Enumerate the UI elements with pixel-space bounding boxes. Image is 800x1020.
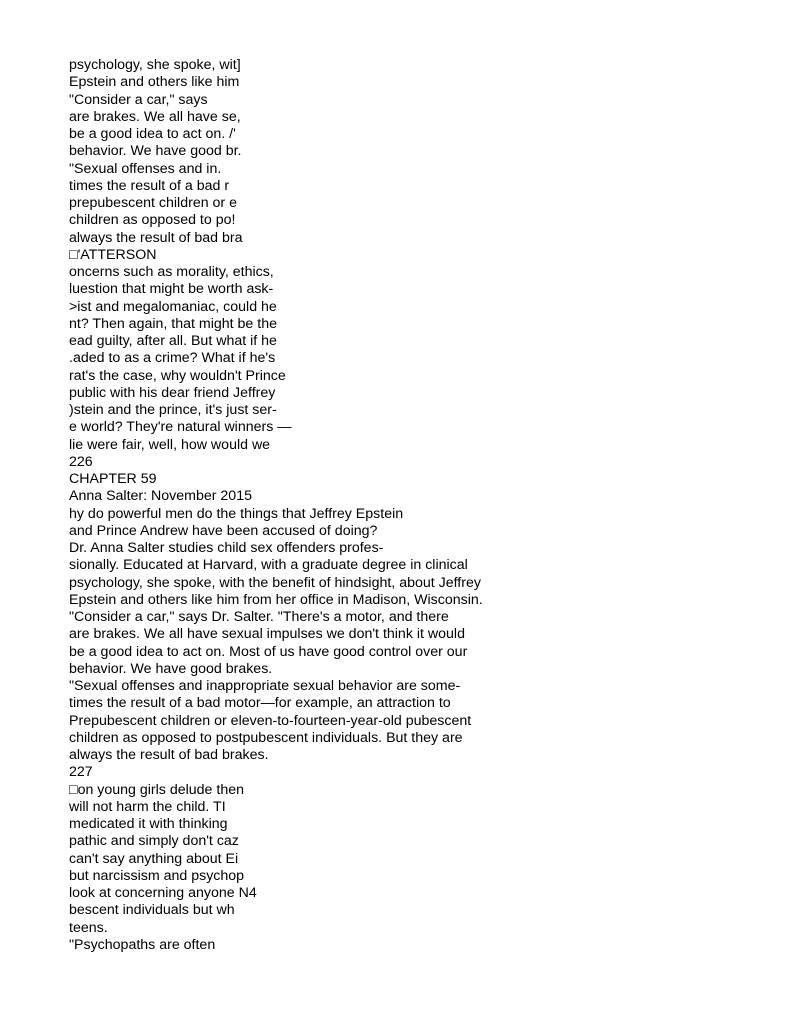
text-line: lie were fair, well, how would we (69, 436, 271, 453)
text-line: "Sexual offenses and in. (69, 160, 222, 177)
text-line: children as opposed to postpubescent individuals. But they are (69, 729, 463, 746)
text-line: always the result of bad brakes. (69, 747, 269, 763)
text-line: "Consider a car," says Dr. Salter. "There's a motor, and there (69, 609, 449, 625)
text-line: "Sexual offenses and inappropriate sexual behavior are some- (69, 678, 461, 694)
text-line: Epstein and others like him (69, 74, 240, 91)
text-line: behavior. We have good br. (69, 143, 242, 160)
chapter-subtitle: Anna Salter: November 2015 (69, 488, 252, 505)
page-number: 226 (69, 453, 93, 470)
text-line: nt? Then again, that might be the (69, 315, 277, 332)
text-line: Prepubescent children or eleven-to-fourteen-year-old pubescent (69, 712, 472, 729)
text-line: teens. (69, 919, 108, 936)
text-line: pathic and simply don't caz (69, 833, 239, 850)
text-line: always the result of bad bra (69, 229, 243, 246)
text-line: e world? They're natural winners — (69, 419, 292, 436)
text-line: hy do powerful men do the things that Jeffrey Epstein (69, 505, 404, 522)
text-line: ead guilty, after all. But what if he (69, 333, 277, 349)
text-line: times the result of a bad r (69, 177, 230, 194)
text-line: can't say anything about Ei (69, 850, 239, 867)
text-line: public with his dear friend Jeffrey (69, 384, 276, 401)
text-line: be a good idea to act on. /' (69, 126, 236, 142)
text-line: □on young girls delude then (69, 781, 245, 798)
text-line: rat's the case, why wouldn't Prince (69, 367, 286, 384)
page-number: 227 (69, 764, 93, 781)
text-line: psychology, she spoke, wit] (69, 57, 241, 73)
text-line: but narcissism and psychop (69, 867, 245, 884)
text-line: sionally. Educated at Harvard, with a graduate degree in clinical (69, 557, 468, 574)
text-line: oncerns such as morality, ethics, (69, 264, 274, 280)
text-line: psychology, she spoke, with the benefit of hindsight, about Jeffrey (69, 574, 481, 591)
text-line: >ist and megalomaniac, could he (69, 298, 277, 315)
text-line: "Psychopaths are often (69, 936, 216, 953)
text-line: are brakes. We all have se, (69, 108, 241, 125)
chapter-heading: CHAPTER 59 (69, 471, 157, 487)
text-line: prepubescent children or e (69, 195, 237, 211)
text-line: children as opposed to po! (69, 212, 236, 229)
text-line: look at concerning anyone N4 (69, 885, 257, 901)
document-text (69, 57, 769, 954)
text-line: □'ATTERSON (69, 246, 157, 263)
text-line: luestion that might be worth ask- (69, 281, 274, 298)
text-line: and Prince Andrew have been accused of doing? (69, 522, 378, 539)
text-line: "Consider a car," says (69, 91, 208, 108)
text-line: Epstein and others like him from her office in Madison, Wisconsin. (69, 591, 483, 608)
text-line: .aded to as a crime? What if he's (69, 350, 276, 367)
text-line: )stein and the prince, it's just ser- (69, 402, 277, 418)
text-line: are brakes. We all have sexual impulses we don't think it would (69, 626, 465, 643)
text-line: Dr. Anna Salter studies child sex offenders profes- (69, 540, 384, 556)
text-line: will not harm the child. TI (69, 798, 226, 815)
text-line: medicated it with thinking (69, 816, 228, 832)
text-line: be a good idea to act on. Most of us have good control over our (69, 643, 468, 660)
text-line: bescent individuals but wh (69, 902, 235, 919)
text-line: behavior. We have good brakes. (69, 660, 273, 677)
text-line: times the result of a bad motor—for example, an attraction to (69, 695, 451, 712)
